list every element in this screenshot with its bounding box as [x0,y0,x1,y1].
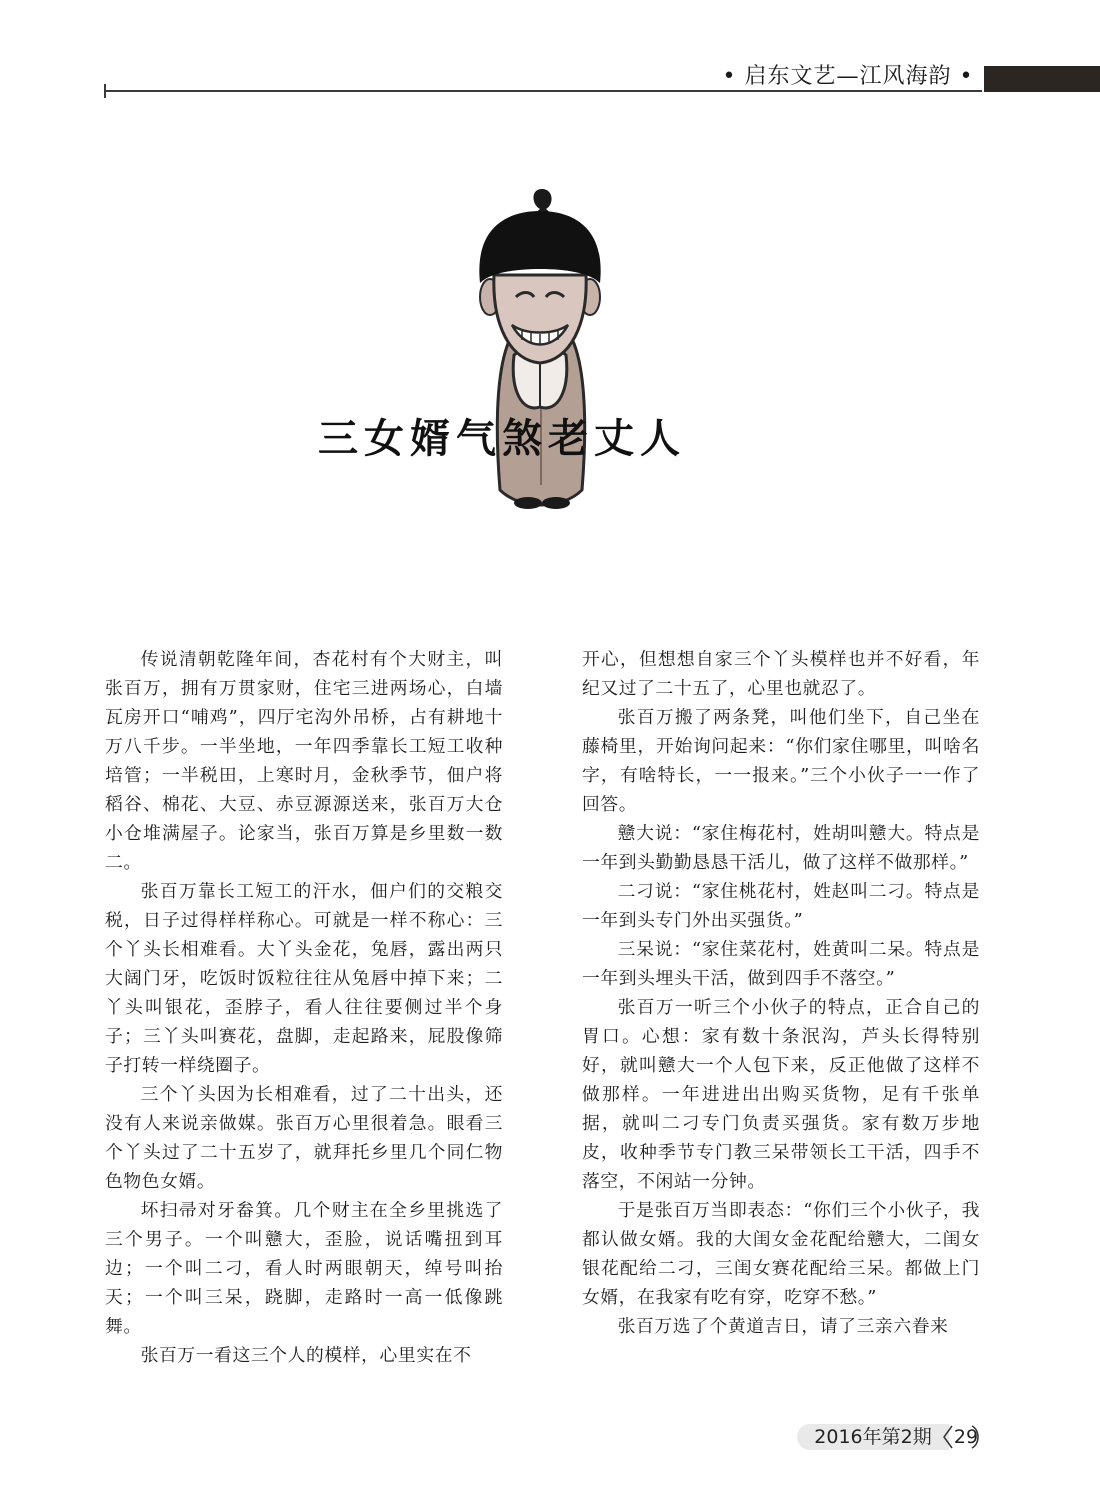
issue-label: 2016年第2期 [797,1424,949,1450]
paragraph: 张百万搬了两条凳，叫他们坐下，自己坐在藤椅里，开始询问起来：“你们家住哪里，叫啥名字，有啥特长，一一报来。”三个小伙子一一作了回答。 [582,707,980,815]
page-number-value: 29 [953,1426,979,1448]
article-title: 三女婿气煞老丈人 [318,416,686,462]
paragraph: 张百万靠长工短工的汗水，佃户们的交粮交税，日子过得样样称心。可就是一样不称心：三个丫头长相难看。大丫头金花，兔唇，露出两只大阔门牙，吃饭时饭粒往往从兔唇中掉下来；二丫头叫银花，歪脖子，看人往往要侧过半个身子；三丫头叫赛花，盘脚，走起路来，屁股像筛子打转一样绕圈子。 [105,881,503,1076]
paragraph: 坏扫帚对牙畚箕。几个财主在全乡里挑选了三个男子。一个叫戆大，歪脸，说话嘴扭到耳边；一个叫二刁，看人时两眼朝天，绰号叫抬天；一个叫三呆，跷脚，走路时一高一低像跳舞。 [105,1200,503,1337]
paragraph: 张百万一看这三个人的模样，心里实在不 [140,1345,472,1366]
section-title: • 启东文艺—江风海韵 • [722,64,974,89]
paragraph: 张百万一听三个小伙子的特点，正合自己的胃口。心想：家有数十条泯沟，芦头长得特别好，就叫戆大一个人包下来，反正他做了这样不做那样。一年进进出出购买货物，足有千张单据，就叫二刁专门负责买强货。家有数万步地皮，收种季节专门教三呆带领长工干活，四手不落空，不闲站一分钟。 [582,997,980,1192]
header-color-block [984,66,1100,92]
article-left-column [105,645,503,1370]
paragraph: 三个丫头因为长相难看，过了二十出头，还没有人来说亲做媒。张百万心里很着急。眼看三个丫头过了二十五岁了，就拜托乡里几个同仁物色物色女婿。 [105,1084,503,1192]
paragraph: 戆大说：“家住梅花村，姓胡叫戆大。特点是一年到头勤勤恳恳干活儿，做了这样不做那样。” [582,823,980,873]
page-number [948,1424,984,1450]
paragraph: 二刁说：“家住桃花村，姓赵叫二刁。特点是一年到头专门外出买强货。” [582,881,980,931]
paragraph: 传说清朝乾隆年间，杏花村有个大财主，叫张百万，拥有万贯家财，住宅三进两场心，白墙瓦房开口“哺鸡”，四厅宅沟外吊桥，占有耕地十万八千步。一半坐地，一年四季靠长工短工收种培管；一半税田，上寒时月，金秋季节，佃户将稻谷、棉花、大豆、赤豆源源送来，张百万大仓小仓堆满屋子。论家当，张百万算是乡里数一数二。 [105,649,503,873]
paragraph: 张百万选了个黄道吉日，请了三亲六眷来 [617,1316,949,1337]
paragraph: 三呆说：“家住菜花村，姓黄叫二呆。特点是一年到头埋头干活，做到四手不落空。” [582,939,980,989]
article-right-column [582,645,980,1341]
cartoon-figure-icon [470,185,610,517]
paragraph-continued: 开心，但想想自家三个丫头模样也并不好看，年纪又过了二十五了，心里也就忍了。 [582,649,980,699]
paragraph: 于是张百万当即表态：“你们三个小伙子，我都认做女婿。我的大闺女金花配给戆大，二闺女银花配给二刁，三闺女赛花配给三呆。都做上门女婿，在我家有吃有穿，吃穿不愁。” [582,1200,980,1308]
